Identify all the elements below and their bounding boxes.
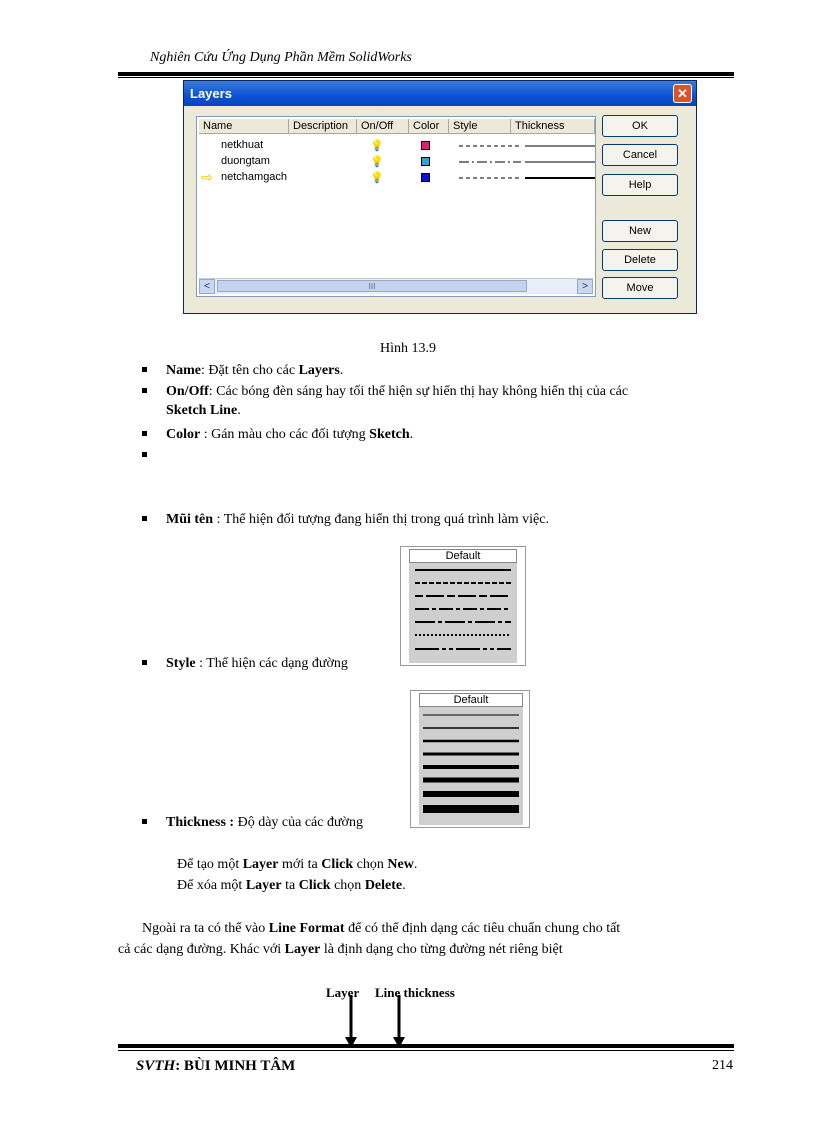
help-button[interactable]: Help: [602, 174, 678, 196]
layer-row[interactable]: [197, 171, 595, 185]
close-icon[interactable]: ✕: [673, 84, 692, 103]
line-style-picker[interactable]: [400, 546, 526, 666]
horizontal-scrollbar[interactable]: [199, 278, 593, 294]
footer-rule: [118, 1044, 734, 1048]
delete-button[interactable]: Delete: [602, 249, 678, 271]
column-header-onoff[interactable]: On/Off: [357, 119, 409, 134]
bullet-thickness: Thickness : Độ dày của các đường: [166, 815, 363, 830]
bullet-style: Style : Thể hiện các dạng đường: [166, 656, 348, 671]
bullet-color: Color : Gán màu cho các đối tượng Sketch.: [166, 427, 414, 442]
column-header-name[interactable]: Name: [199, 119, 289, 134]
line-style-options[interactable]: [409, 563, 517, 663]
layers-list[interactable]: [196, 116, 596, 297]
line-style-preview: [459, 157, 595, 167]
arrow-label-line-thickness: Line thickness: [375, 985, 455, 1000]
dialog-titlebar: [184, 81, 696, 106]
line-thickness-picker[interactable]: [410, 690, 530, 828]
footer-rule-thin: [118, 1050, 734, 1051]
layer-name: duongtam: [221, 155, 270, 167]
layers-dialog: [183, 80, 697, 314]
scroll-right-icon[interactable]: >: [577, 279, 593, 294]
bullet-arrow: Mũi tên : Thể hiện đối tượng đang hiển thị trong quá trình làm việc.: [166, 512, 549, 527]
scroll-thumb[interactable]: III: [217, 280, 527, 292]
header-rule-thin: [118, 77, 734, 78]
scroll-left-icon[interactable]: <: [199, 279, 215, 294]
footer-author: SVTH: BÙI MINH TÂM: [136, 1058, 296, 1074]
arrow-label-layer: Layer: [326, 985, 360, 1000]
layer-name: netkhuat: [221, 139, 264, 151]
lightbulb-on-icon[interactable]: 💡: [370, 172, 384, 184]
new-button[interactable]: New: [602, 220, 678, 242]
move-button[interactable]: Move: [602, 277, 678, 299]
figure-caption: Hình 13.9: [380, 341, 436, 356]
bullet-onoff: On/Off: Các bóng đèn sáng hay tối thể hiện sự hiển thị hay không hiển thị của các Sketch Line.: [166, 384, 629, 418]
layer-row[interactable]: [197, 139, 595, 153]
page-number: 214: [712, 1058, 733, 1073]
header-rule: [118, 72, 734, 76]
step-new: Để tạo một Layer mới ta Click chọn New.: [177, 857, 418, 872]
layer-name: netchamgach: [221, 171, 288, 183]
bullet-name: Name: Đặt tên cho các Layers.: [166, 363, 344, 378]
ok-button[interactable]: OK: [602, 115, 678, 137]
picker-default-label: Default: [409, 549, 517, 563]
line-thickness-options[interactable]: [419, 707, 523, 825]
layer-row[interactable]: [197, 155, 595, 169]
step-delete: Để xóa một Layer ta Click chọn Delete.: [177, 878, 406, 893]
body-paragraph: Ngoài ra ta có thể vào Line Format để có thể định dạng các tiêu chuẩn chung cho tất cả các dạng đường. Khác với Layer là định dạng cho từng đường nét riêng biệt: [118, 921, 621, 957]
dialog-title: Layers: [190, 86, 232, 101]
page-header-title: Nghiên Cứu Ứng Dụng Phần Mềm SolidWorks: [150, 50, 412, 65]
lightbulb-on-icon[interactable]: 💡: [370, 140, 384, 152]
line-style-preview: [459, 141, 595, 151]
column-header-style[interactable]: Style: [449, 119, 511, 134]
line-style-preview: [459, 173, 595, 183]
color-swatch[interactable]: [421, 157, 430, 166]
current-layer-arrow-icon: ⇨: [201, 169, 213, 185]
pointer-arrows: [340, 995, 410, 1050]
column-header-color[interactable]: Color: [409, 119, 449, 134]
picker-default-label: Default: [419, 693, 523, 707]
color-swatch[interactable]: [421, 141, 430, 150]
cancel-button[interactable]: Cancel: [602, 144, 678, 166]
color-swatch[interactable]: [421, 173, 430, 182]
column-header-thickness[interactable]: Thickness: [511, 119, 595, 134]
column-header-description[interactable]: Description: [289, 119, 357, 134]
lightbulb-on-icon[interactable]: 💡: [370, 156, 384, 168]
